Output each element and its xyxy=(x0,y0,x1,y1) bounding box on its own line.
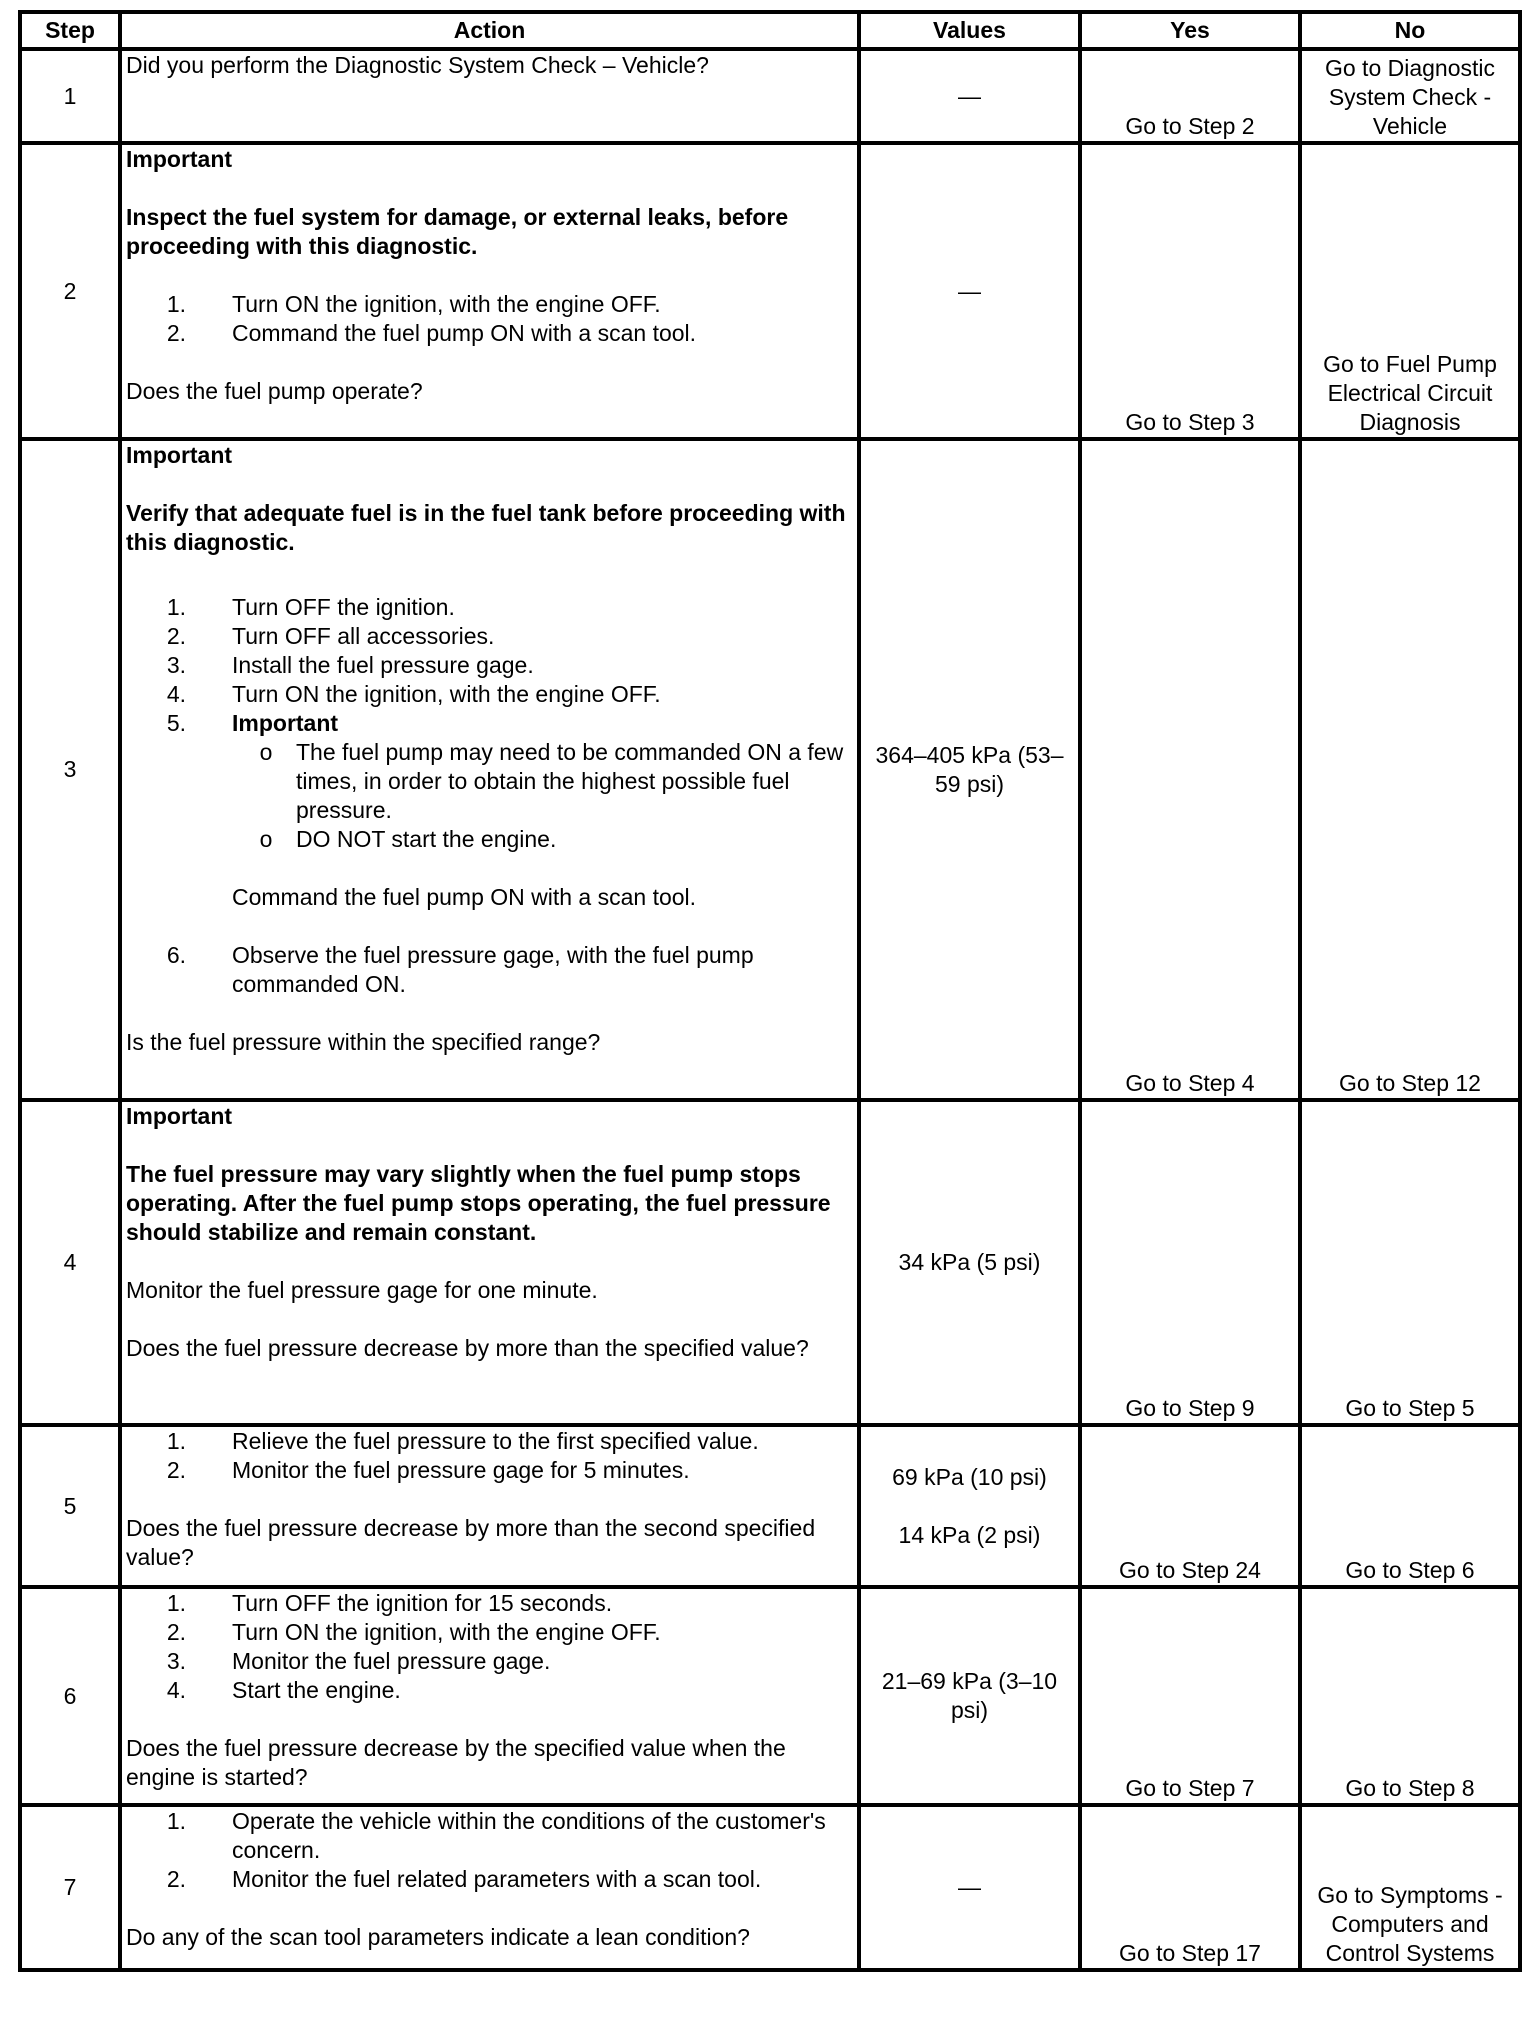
table-row xyxy=(20,1425,1520,1587)
list-item xyxy=(126,1865,853,1894)
yes-cell xyxy=(1080,1587,1300,1805)
no-cell xyxy=(1300,1100,1520,1425)
sub-list-item xyxy=(232,738,853,825)
yes-link[interactable]: Go to Step 9 xyxy=(1125,1395,1255,1421)
action-cell xyxy=(120,439,859,1100)
list-number: 2. xyxy=(166,1457,186,1483)
action-cell xyxy=(120,143,859,439)
list-item-text: Observe the fuel pressure gage, with the fuel pump commanded ON. xyxy=(232,942,754,997)
spacer xyxy=(126,999,853,1028)
list-item-text: Monitor the fuel related parameters with a scan tool. xyxy=(232,1866,762,1892)
yes-link[interactable]: Go to Step 17 xyxy=(1119,1940,1261,1966)
spacer xyxy=(869,1492,1070,1521)
table-row xyxy=(20,143,1520,439)
spacer xyxy=(126,1305,853,1334)
list-item-text: Turn ON the ignition, with the engine OFF. xyxy=(232,681,661,707)
yes-cell xyxy=(1080,1100,1300,1425)
sub-item-text: DO NOT start the engine. xyxy=(296,826,557,852)
action-text: Monitor the fuel pressure gage for one minute. xyxy=(126,1277,598,1303)
yes-link[interactable]: Go to Step 4 xyxy=(1125,1070,1255,1096)
values-cell xyxy=(859,143,1080,439)
no-link[interactable]: Go to Step 8 xyxy=(1345,1775,1475,1801)
no-cell xyxy=(1300,49,1520,143)
yes-link[interactable]: Go to Step 7 xyxy=(1125,1775,1255,1801)
list-item-text: Relieve the fuel pressure to the first specified value. xyxy=(232,1428,759,1454)
spacer xyxy=(126,470,853,499)
list-item xyxy=(126,593,853,622)
header-yes: Yes xyxy=(1080,12,1300,49)
spacer xyxy=(126,348,853,377)
list-item xyxy=(126,709,853,738)
list-item xyxy=(126,1807,853,1865)
step-number: 3 xyxy=(20,439,120,1100)
no-cell xyxy=(1300,143,1520,439)
header-values: Values xyxy=(859,12,1080,49)
numbered-list xyxy=(126,1427,853,1485)
no-cell xyxy=(1300,1425,1520,1587)
header-row xyxy=(20,12,1520,49)
list-item-text: Turn ON the ignition, with the engine OFF. xyxy=(232,1619,661,1645)
table-row xyxy=(20,1805,1520,1970)
table-body xyxy=(20,49,1520,1970)
values-cell xyxy=(859,1587,1080,1805)
numbered-list xyxy=(126,941,853,999)
list-number: 1. xyxy=(166,1590,186,1616)
list-item xyxy=(126,1427,853,1456)
list-number: 3. xyxy=(166,652,186,678)
action-cell xyxy=(120,1587,859,1805)
list-number: 1. xyxy=(166,291,186,317)
list-item-text: Turn OFF all accessories. xyxy=(232,623,495,649)
list-number: 2. xyxy=(166,1866,186,1892)
spacer xyxy=(126,261,853,290)
value-text: 14 kPa (2 psi) xyxy=(898,1521,1041,1548)
action-text: Do any of the scan tool parameters indicate a lean condition? xyxy=(126,1924,750,1950)
yes-link[interactable]: Go to Step 3 xyxy=(1125,409,1255,435)
list-item xyxy=(126,1456,853,1485)
diagnostic-table xyxy=(18,10,1522,1972)
no-link[interactable]: Go to Step 5 xyxy=(1345,1395,1475,1421)
important-text: Important xyxy=(126,442,233,468)
spacer xyxy=(126,1131,853,1160)
list-item xyxy=(126,1676,853,1705)
list-number: 2. xyxy=(166,320,186,346)
list-item-text: Turn OFF the ignition. xyxy=(232,594,455,620)
table-row xyxy=(20,439,1520,1100)
list-item xyxy=(126,622,853,651)
list-item-text: Monitor the fuel pressure gage. xyxy=(232,1648,551,1674)
table-row xyxy=(20,1587,1520,1805)
yes-cell xyxy=(1080,49,1300,143)
step-number: 1 xyxy=(20,49,120,143)
list-item-text: Turn OFF the ignition for 15 seconds. xyxy=(232,1590,613,1616)
no-cell xyxy=(1300,1587,1520,1805)
action-cell xyxy=(120,1425,859,1587)
header-action: Action xyxy=(120,12,859,49)
spacer xyxy=(126,1247,853,1276)
value-text: 34 kPa (5 psi) xyxy=(898,1249,1041,1275)
spacer xyxy=(126,1485,853,1514)
list-item xyxy=(126,1589,853,1618)
no-link[interactable]: Go to Step 6 xyxy=(1345,1557,1475,1583)
values-cell xyxy=(859,439,1080,1100)
bullet-icon: o xyxy=(259,739,273,765)
action-text: Is the fuel pressure within the specified range? xyxy=(126,1029,601,1055)
action-cell xyxy=(120,1805,859,1970)
list-item xyxy=(126,1647,853,1676)
numbered-list xyxy=(126,1589,853,1705)
step-number: 2 xyxy=(20,143,120,439)
list-item-text: Command the fuel pump ON with a scan tool. xyxy=(232,320,697,346)
list-item-text: Install the fuel pressure gage. xyxy=(232,652,534,678)
list-item xyxy=(126,1618,853,1647)
numbered-list xyxy=(126,290,853,348)
list-number: 5. xyxy=(166,710,186,736)
list-number: 2. xyxy=(166,623,186,649)
step-number: 5 xyxy=(20,1425,120,1587)
no-link[interactable]: Go to Diagnostic System Check - Vehicle xyxy=(1324,55,1496,139)
step-number: 7 xyxy=(20,1805,120,1970)
important-text: Inspect the fuel system for damage, or external leaks, before proceeding with this diagnostic. xyxy=(126,204,789,259)
action-cell xyxy=(120,49,859,143)
values-cell xyxy=(859,49,1080,143)
action-text: Does the fuel pressure decrease by the specified value when the engine is started? xyxy=(126,1735,786,1790)
table-row xyxy=(20,1100,1520,1425)
numbered-list xyxy=(126,1807,853,1894)
important-text: Verify that adequate fuel is in the fuel tank before proceeding with this diagnostic. xyxy=(126,500,846,555)
yes-cell xyxy=(1080,1425,1300,1587)
spacer xyxy=(126,174,853,203)
no-link[interactable]: Go to Fuel Pump Electrical Circuit Diagnosis xyxy=(1323,351,1497,435)
no-cell xyxy=(1300,439,1520,1100)
list-item-text: Operate the vehicle within the conditions of the customer's concern. xyxy=(232,1808,826,1863)
header-no: No xyxy=(1300,12,1520,49)
action-text: Does the fuel pump operate? xyxy=(126,378,423,404)
no-link[interactable]: Go to Step 12 xyxy=(1339,1070,1481,1096)
spacer xyxy=(126,557,853,593)
values-cell xyxy=(859,1805,1080,1970)
action-cell xyxy=(120,1100,859,1425)
yes-link[interactable]: Go to Step 24 xyxy=(1119,1557,1261,1583)
list-item xyxy=(126,680,853,709)
sub-item-text: The fuel pump may need to be commanded ON a few times, in order to obtain the highest possible fuel pressure. xyxy=(296,739,844,823)
step-number: 6 xyxy=(20,1587,120,1805)
yes-cell xyxy=(1080,143,1300,439)
list-item xyxy=(126,319,853,348)
value-text: — xyxy=(958,1874,981,1900)
yes-link[interactable]: Go to Step 2 xyxy=(1125,113,1255,139)
list-item-text: Start the engine. xyxy=(232,1677,401,1703)
list-item xyxy=(126,290,853,319)
bullet-icon: o xyxy=(259,826,273,852)
list-number: 2. xyxy=(166,1619,186,1645)
values-cell xyxy=(859,1425,1080,1587)
values-cell xyxy=(859,1100,1080,1425)
list-item-text: Monitor the fuel pressure gage for 5 minutes. xyxy=(232,1457,690,1483)
value-text: — xyxy=(958,277,981,304)
list-item xyxy=(126,941,853,999)
table-row xyxy=(20,49,1520,143)
list-number: 6. xyxy=(166,942,186,968)
list-item-text: Turn ON the ignition, with the engine OFF. xyxy=(232,291,661,317)
sub-list-item xyxy=(232,825,853,854)
spacer xyxy=(126,912,853,941)
spacer xyxy=(126,1894,853,1923)
action-text: Did you perform the Diagnostic System Check – Vehicle? xyxy=(126,52,709,78)
step-number: 4 xyxy=(20,1100,120,1425)
header-step: Step xyxy=(20,12,120,49)
yes-cell xyxy=(1080,1805,1300,1970)
list-item xyxy=(126,651,853,680)
list-number: 1. xyxy=(166,1808,186,1834)
value-text: 69 kPa (10 psi) xyxy=(892,1463,1047,1490)
yes-cell xyxy=(1080,439,1300,1100)
action-text: Does the fuel pressure decrease by more than the specified value? xyxy=(126,1335,809,1361)
action-text: Does the fuel pressure decrease by more than the second specified value? xyxy=(126,1515,816,1570)
list-item-text: Important xyxy=(232,710,339,736)
important-text: Important xyxy=(126,1103,233,1129)
important-text: Important xyxy=(126,146,233,172)
list-number: 1. xyxy=(166,1428,186,1454)
value-text: 21–69 kPa (3–10 psi) xyxy=(881,1668,1058,1723)
numbered-list xyxy=(126,593,853,854)
list-number: 4. xyxy=(166,681,186,707)
value-text: 364–405 kPa (53–59 psi) xyxy=(875,741,1064,797)
no-link[interactable]: Go to Symptoms - Computers and Control Systems xyxy=(1317,1882,1503,1966)
list-number: 1. xyxy=(166,594,186,620)
spacer xyxy=(126,854,853,883)
no-cell xyxy=(1300,1805,1520,1970)
value-text: — xyxy=(958,82,981,109)
important-text: The fuel pressure may vary slightly when the fuel pump stops operating. After the fuel pump stops operating, the fuel pressure should stabilize and remain constant. xyxy=(126,1161,831,1245)
list-number: 4. xyxy=(166,1677,186,1703)
spacer xyxy=(126,1705,853,1734)
list-number: 3. xyxy=(166,1648,186,1674)
action-text: Command the fuel pump ON with a scan tool. xyxy=(232,884,697,910)
